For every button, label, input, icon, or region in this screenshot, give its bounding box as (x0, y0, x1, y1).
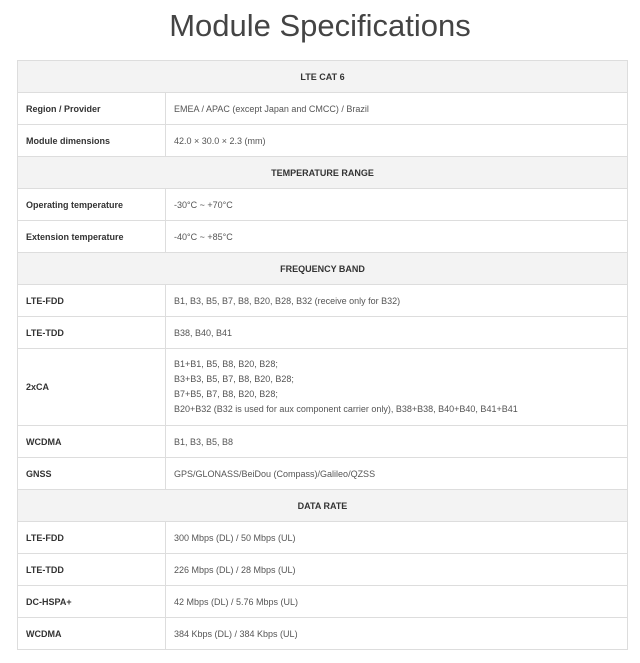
table-row (18, 349, 628, 426)
table-row (18, 554, 628, 586)
value-line: B7+B5, B7, B8, B20, B28; (174, 389, 278, 399)
row-value: 226 Mbps (DL) / 28 Mbps (UL) (166, 554, 628, 586)
row-label: WCDMA (18, 618, 166, 650)
table-row (18, 221, 628, 253)
row-value: -40°C ~ +85°C (166, 221, 628, 253)
row-label: Extension temperature (18, 221, 166, 253)
row-value: 300 Mbps (DL) / 50 Mbps (UL) (166, 522, 628, 554)
section-header-row (18, 157, 628, 189)
section-header-row (18, 490, 628, 522)
value-line: B3+B3, B5, B7, B8, B20, B28; (174, 374, 294, 384)
row-label: LTE-FDD (18, 285, 166, 317)
row-label: Operating temperature (18, 189, 166, 221)
row-value: 42 Mbps (DL) / 5.76 Mbps (UL) (166, 586, 628, 618)
specifications-table (17, 60, 628, 650)
row-label: GNSS (18, 458, 166, 490)
section-header-row (18, 253, 628, 285)
table-row (18, 125, 628, 157)
section-header: LTE CAT 6 (18, 61, 628, 93)
row-value: 42.0 × 30.0 × 2.3 (mm) (166, 125, 628, 157)
row-value: B1, B3, B5, B7, B8, B20, B28, B32 (receive only for B32) (166, 285, 628, 317)
row-label: WCDMA (18, 426, 166, 458)
row-value: B1, B3, B5, B8 (166, 426, 628, 458)
row-label: LTE-TDD (18, 554, 166, 586)
row-value: -30°C ~ +70°C (166, 189, 628, 221)
row-label: LTE-FDD (18, 522, 166, 554)
table-row (18, 522, 628, 554)
row-value: GPS/GLONASS/BeiDou (Compass)/Galileo/QZSS (166, 458, 628, 490)
table-row (18, 93, 628, 125)
table-row (18, 285, 628, 317)
row-value: B38, B40, B41 (166, 317, 628, 349)
row-label: 2xCA (18, 349, 166, 426)
row-value: 384 Kbps (DL) / 384 Kbps (UL) (166, 618, 628, 650)
table-row (18, 189, 628, 221)
table-row (18, 426, 628, 458)
row-value-multiline (166, 349, 628, 426)
section-header: FREQUENCY BAND (18, 253, 628, 285)
table-row (18, 586, 628, 618)
row-label: Module dimensions (18, 125, 166, 157)
section-header-row (18, 61, 628, 93)
table-row (18, 458, 628, 490)
value-line: B20+B32 (B32 is used for aux component carrier only), B38+B38, B40+B40, B41+B41 (174, 404, 518, 414)
row-label: Region / Provider (18, 93, 166, 125)
table-row (18, 618, 628, 650)
section-header: DATA RATE (18, 490, 628, 522)
table-row (18, 317, 628, 349)
section-header: TEMPERATURE RANGE (18, 157, 628, 189)
page-title: Module Specifications (169, 8, 471, 43)
value-line: B1+B1, B5, B8, B20, B28; (174, 359, 278, 369)
row-label: DC-HSPA+ (18, 586, 166, 618)
row-value: EMEA / APAC (except Japan and CMCC) / Brazil (166, 93, 628, 125)
row-label: LTE-TDD (18, 317, 166, 349)
